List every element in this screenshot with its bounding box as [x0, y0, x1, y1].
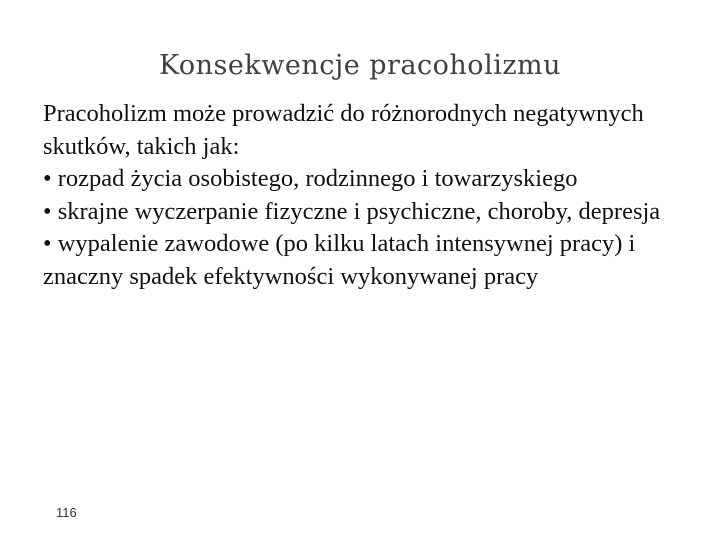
- intro-paragraph: Pracoholizm może prowadzić do różnorodnych negatywnych skutków, takich jak:: [43, 100, 644, 160]
- slide-body: [43, 98, 693, 293]
- bullet-item: • wypalenie zawodowe (po kilku latach intensywnej pracy) i znaczny spadek efektywności wykonywanej pracy: [43, 230, 636, 290]
- page-number: 116: [56, 505, 77, 520]
- slide-title-text: Konsekwencje pracoholizmu: [158, 50, 562, 81]
- slide-title: [0, 50, 720, 81]
- bullet-item: • skrajne wyczerpanie fizyczne i psychiczne, choroby, depresja: [43, 197, 661, 225]
- bullet-item: • rozpad życia osobistego, rodzinnego i towarzyskiego: [43, 165, 578, 192]
